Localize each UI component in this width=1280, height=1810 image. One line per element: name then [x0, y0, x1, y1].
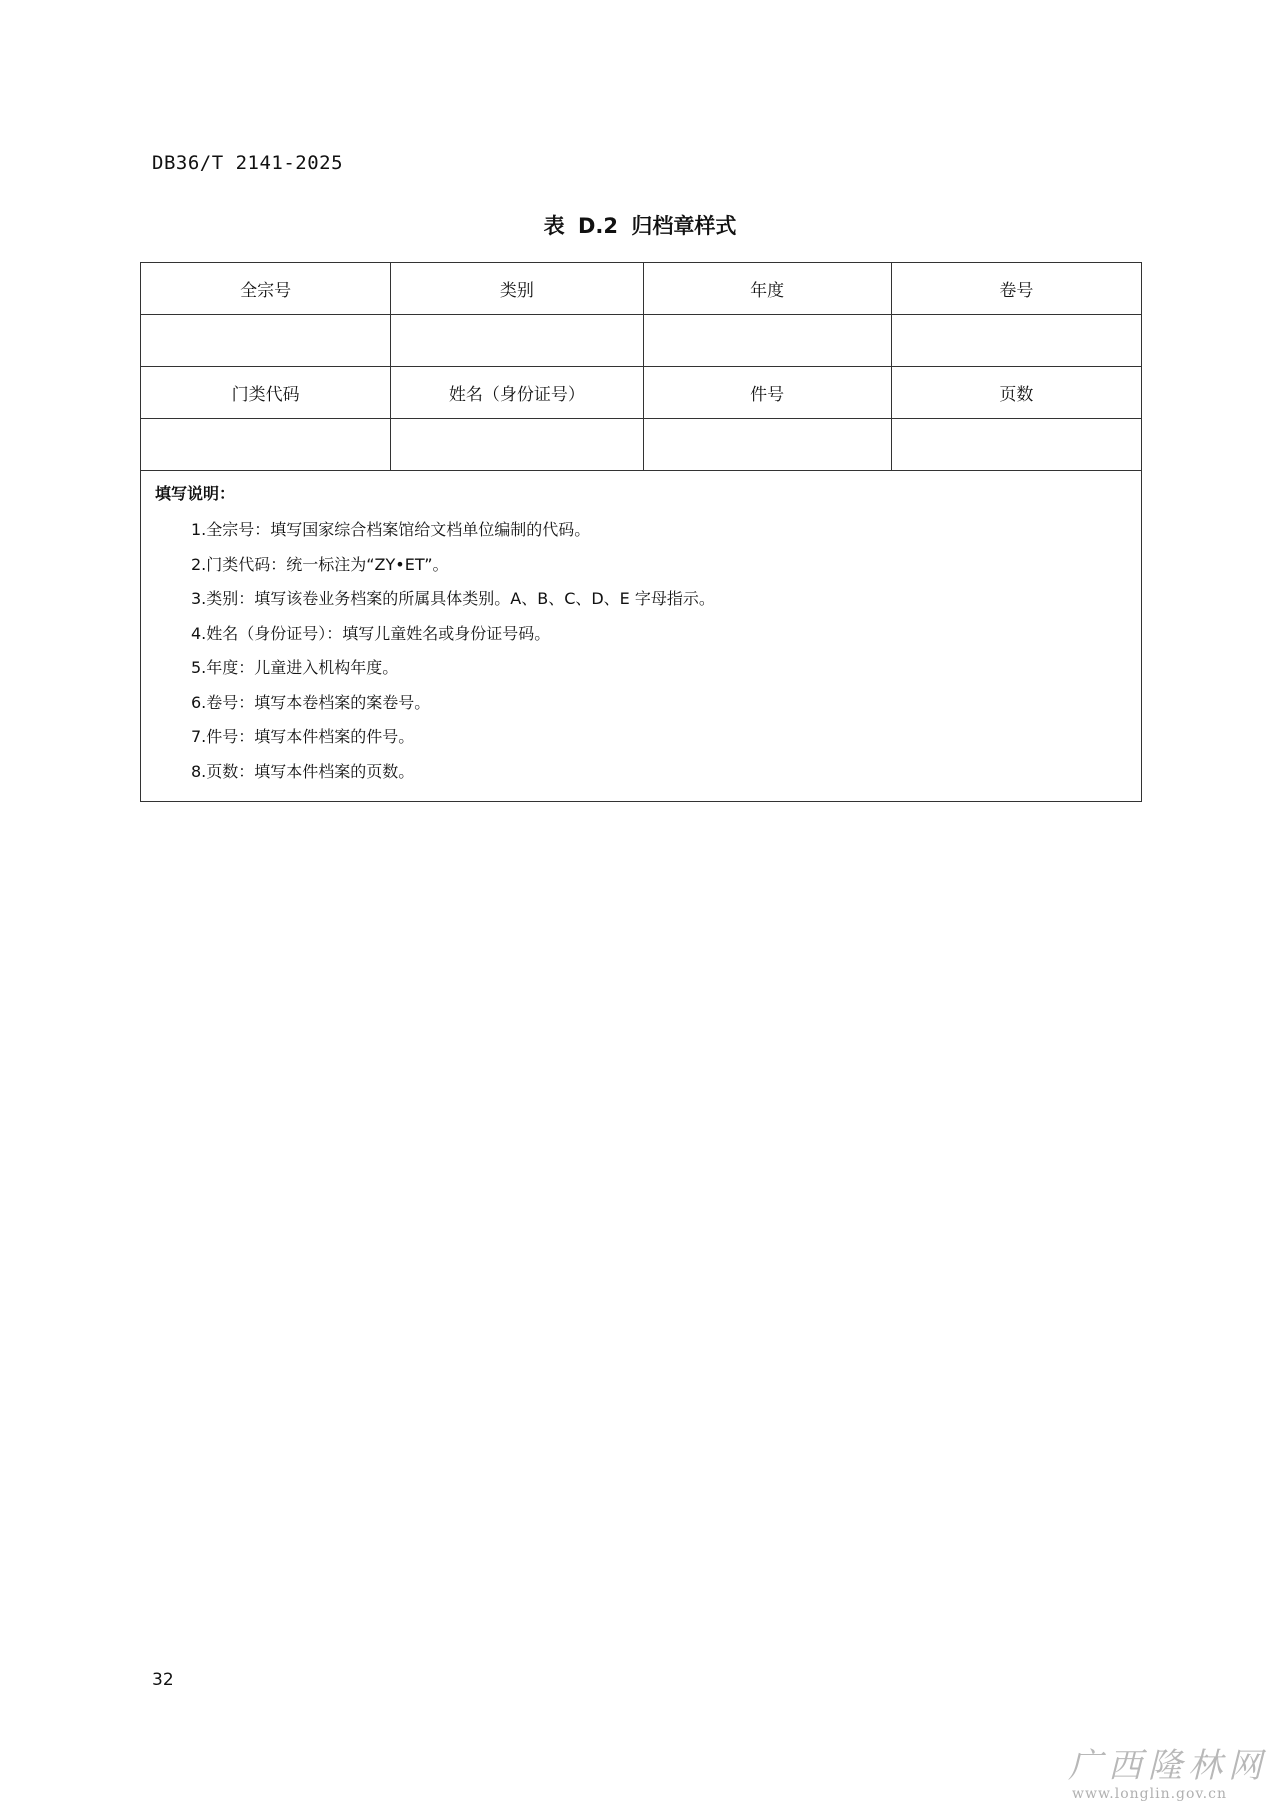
header-cell-item-number: 件号 — [643, 367, 891, 419]
table-row — [141, 315, 1142, 367]
blank-cell — [391, 315, 643, 367]
list-item: 5.年度：儿童进入机构年度。 — [191, 658, 399, 677]
header-cell-volume-number: 卷号 — [891, 263, 1141, 315]
header-cell-class-code: 门类代码 — [141, 367, 391, 419]
header-cell-name-id: 姓名（身份证号） — [391, 367, 643, 419]
instructions-heading: 填写说明： — [155, 484, 236, 503]
blank-cell — [891, 315, 1141, 367]
filling-instructions — [141, 471, 1142, 802]
blank-cell — [141, 419, 391, 471]
list-item: 8.页数：填写本件档案的页数。 — [191, 761, 415, 781]
instructions-list — [155, 513, 1141, 789]
list-item: 7.件号：填写本件档案的件号。 — [191, 727, 415, 746]
blank-cell — [643, 315, 891, 367]
list-item: 6.卷号：填写本卷档案的案卷号。 — [191, 692, 431, 712]
table-row — [141, 367, 1142, 419]
header-cell-page-count: 页数 — [891, 367, 1141, 419]
header-cell-fonds-number: 全宗号 — [141, 263, 391, 315]
document-code: DB36/T 2141-2025 — [152, 152, 344, 174]
table-row — [141, 263, 1142, 315]
blank-cell — [643, 419, 891, 471]
list-item: 4.姓名（身份证号）：填写儿童姓名或身份证号码。 — [191, 623, 551, 643]
table-row — [141, 419, 1142, 471]
list-item: 2.门类代码：统一标注为“ZY•ET”。 — [191, 554, 449, 574]
header-cell-year: 年度 — [643, 263, 891, 315]
header-cell-category: 类别 — [391, 263, 643, 315]
blank-cell — [141, 315, 391, 367]
list-item: 3.类别：填写该卷业务档案的所属具体类别。A、B、C、D、E 字母指示。 — [191, 589, 715, 608]
table-row — [141, 471, 1142, 802]
blank-cell — [891, 419, 1141, 471]
watermark-logo: 广西隆林网 — [1068, 1746, 1268, 1786]
archive-stamp-table — [140, 262, 1142, 802]
blank-cell — [391, 419, 643, 471]
table-title: 表 D.2 归档章样式 — [543, 214, 737, 238]
watermark-url: www.longlin.gov.cn — [1072, 1786, 1227, 1802]
list-item: 1.全宗号：填写国家综合档案馆给文档单位编制的代码。 — [191, 520, 591, 539]
page-number: 32 — [152, 1670, 174, 1690]
